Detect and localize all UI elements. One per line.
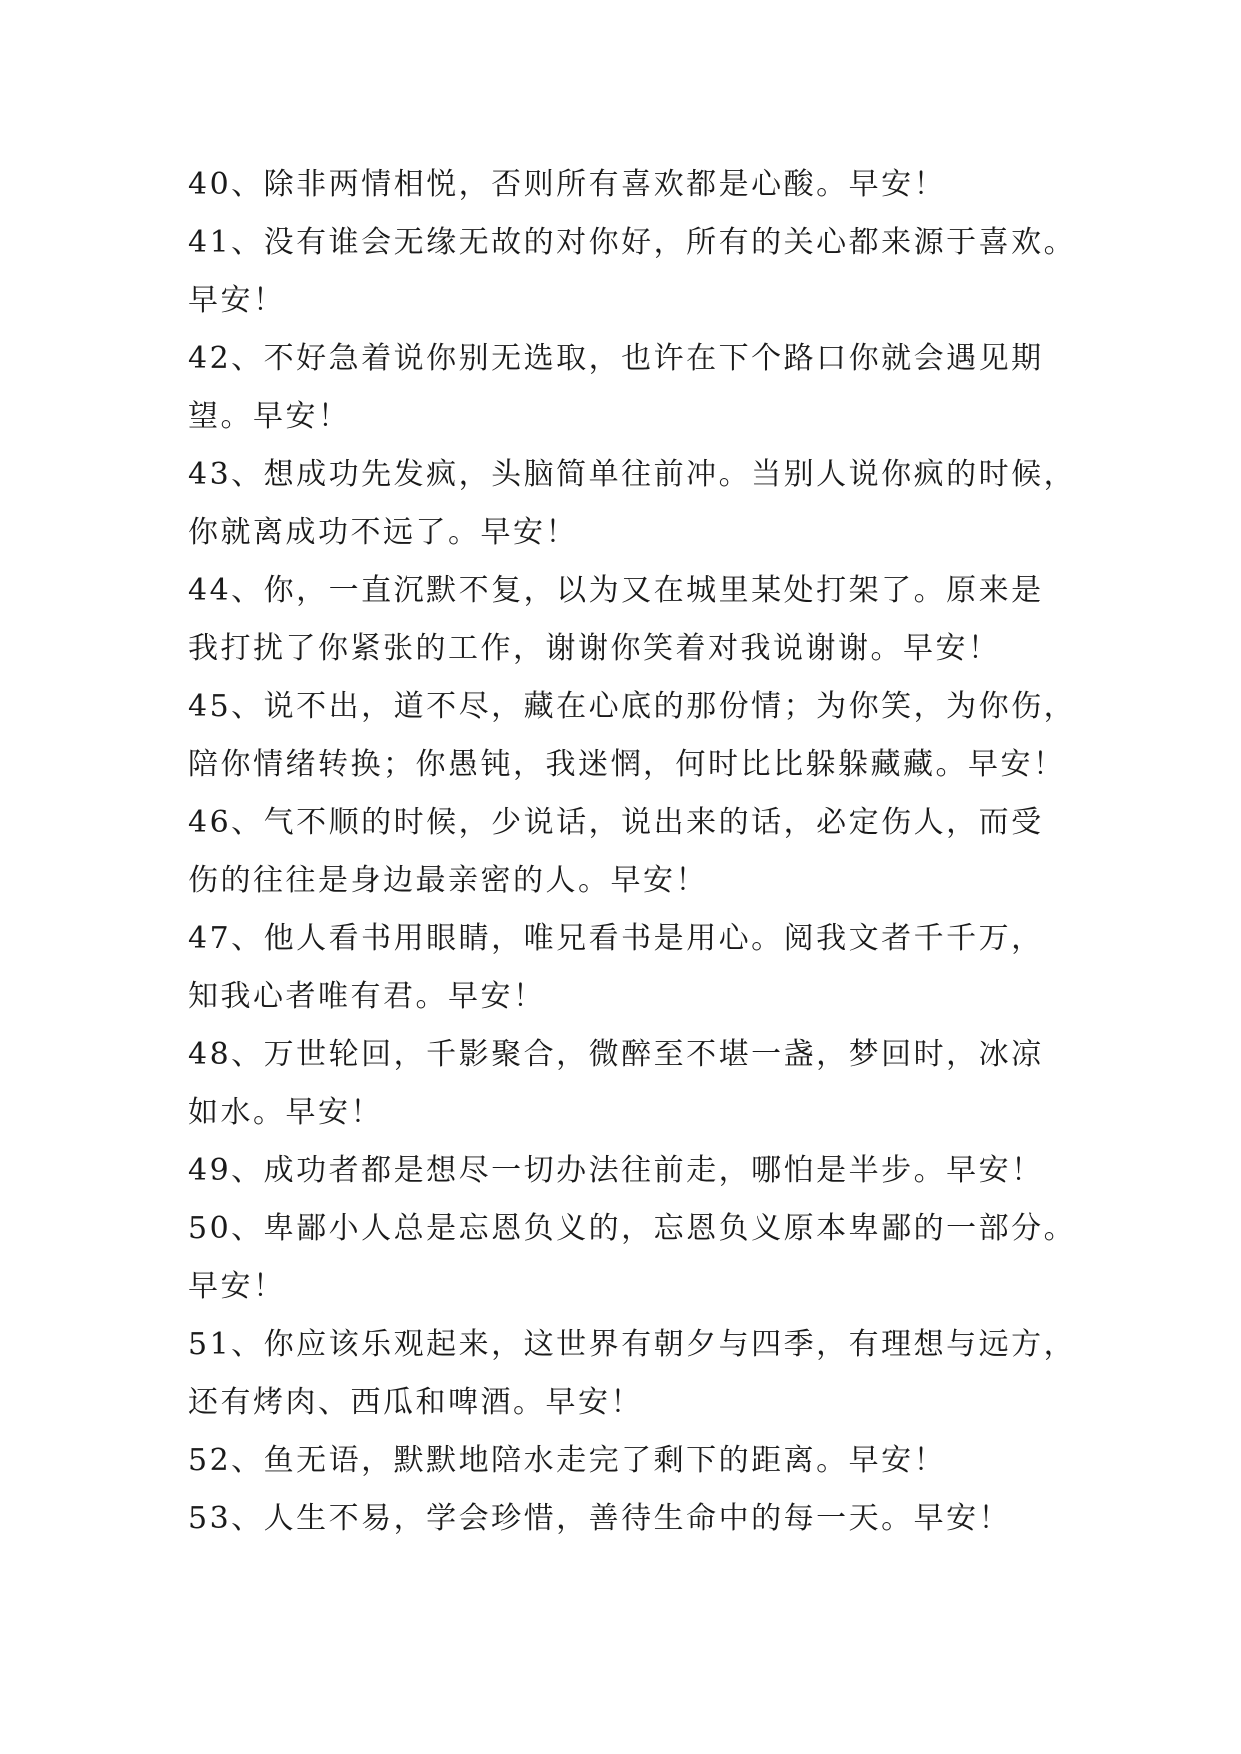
text-line: 早安！ xyxy=(188,283,286,318)
text-line: 41、没有谁会无缘无故的对你好，所有的关心都来源于喜欢。 xyxy=(188,225,1077,260)
text-line: 伤的往往是身边最亲密的人。早安！ xyxy=(188,863,708,898)
text-line: 42、不好急着说你别无选取，也许在下个路口你就会遇见期 xyxy=(188,341,1044,376)
text-line: 你就离成功不远了。早安！ xyxy=(188,515,578,550)
text-line: 如水。早安！ xyxy=(188,1095,383,1130)
text-line: 46、气不顺的时候，少说话，说出来的话，必定伤人，而受 xyxy=(188,805,1044,840)
document-body xyxy=(188,156,1077,1548)
text-line: 还有烤肉、西瓜和啤酒。早安！ xyxy=(188,1385,643,1420)
text-line: 53、人生不易，学会珍惜，善待生命中的每一天。早安！ xyxy=(188,1501,1012,1536)
text-line: 45、说不出，道不尽，藏在心底的那份情；为你笑，为你伤， xyxy=(188,689,1077,724)
text-line: 44、你，一直沉默不复，以为又在城里某处打架了。原来是 xyxy=(188,573,1044,608)
text-line: 52、鱼无语，默默地陪水走完了剩下的距离。早安！ xyxy=(188,1443,947,1478)
text-line: 50、卑鄙小人总是忘恩负义的，忘恩负义原本卑鄙的一部分。 xyxy=(188,1211,1077,1246)
text-line: 47、他人看书用眼睛，唯兄看书是用心。阅我文者千千万， xyxy=(188,921,1044,956)
text-line: 我打扰了你紧张的工作，谢谢你笑着对我说谢谢。早安！ xyxy=(188,631,1001,666)
text-line: 51、你应该乐观起来，这世界有朝夕与四季，有理想与远方， xyxy=(188,1327,1077,1362)
text-line: 43、想成功先发疯，头脑简单往前冲。当别人说你疯的时候， xyxy=(188,457,1077,492)
text-line: 40、除非两情相悦，否则所有喜欢都是心酸。早安！ xyxy=(188,167,947,202)
text-line: 望。早安！ xyxy=(188,399,351,434)
text-line: 早安！ xyxy=(188,1269,286,1304)
text-line: 49、成功者都是想尽一切办法往前走，哪怕是半步。早安！ xyxy=(188,1153,1044,1188)
text-line: 陪你情绪转换；你愚钝，我迷惘，何时比比躲躲藏藏。早安！ xyxy=(188,747,1066,782)
text-line: 48、万世轮回，千影聚合，微醉至不堪一盏，梦回时，冰凉 xyxy=(188,1037,1044,1072)
text-line: 知我心者唯有君。早安！ xyxy=(188,979,546,1014)
